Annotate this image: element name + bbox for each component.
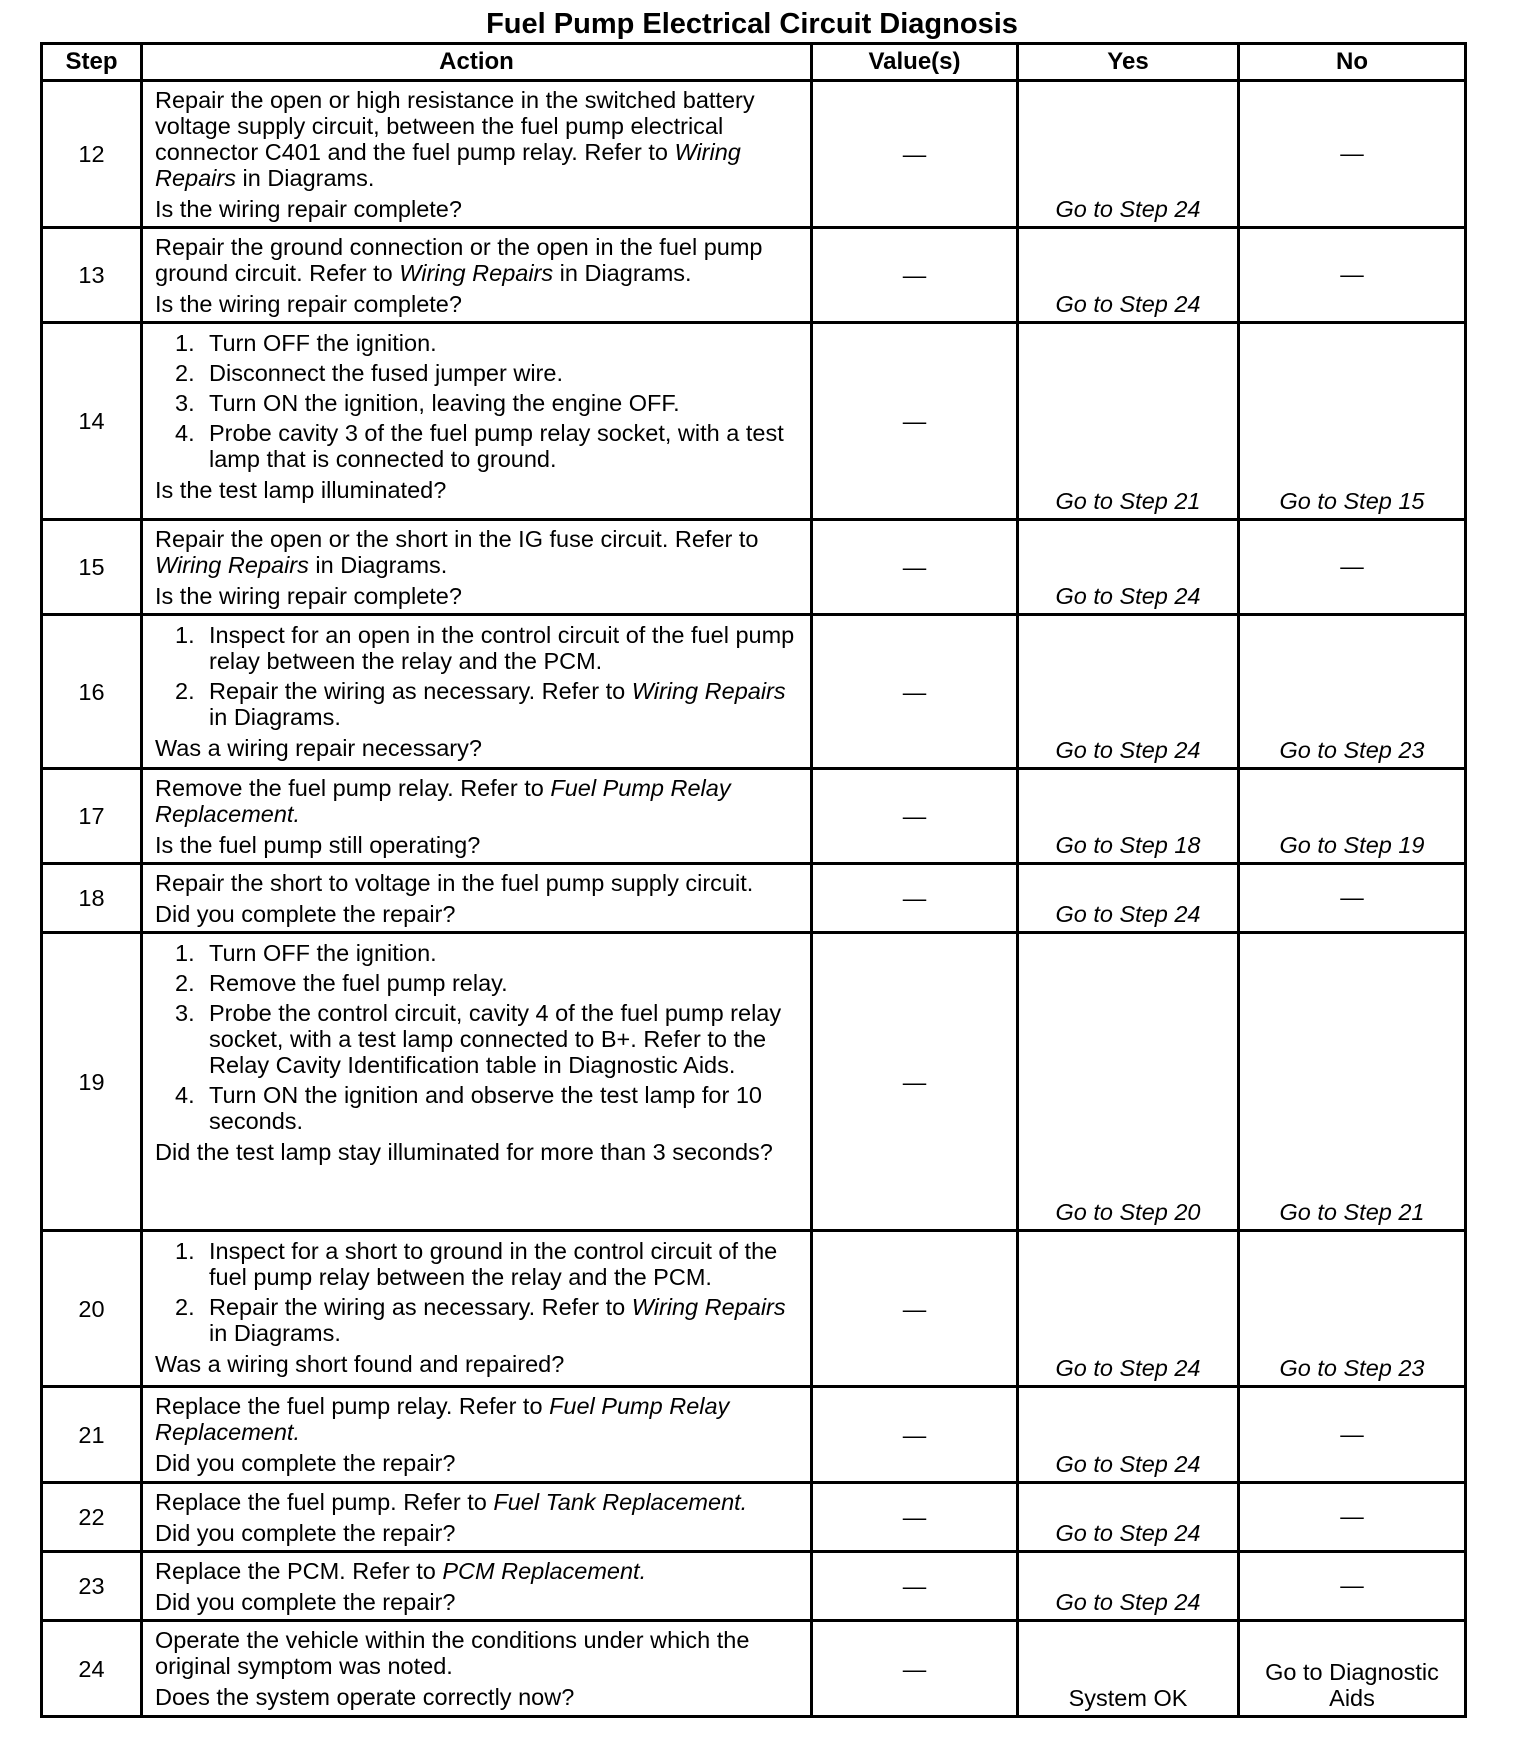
table-row xyxy=(42,615,1466,769)
action-question: Is the fuel pump still operating? xyxy=(155,832,481,858)
text-run: Replace the fuel pump. Refer to xyxy=(155,1489,494,1515)
item-number: 4. xyxy=(175,1082,195,1108)
action-text xyxy=(155,87,802,191)
action-text xyxy=(155,234,802,286)
yes-result: Go to Step 24 xyxy=(1018,1231,1239,1387)
item-text xyxy=(209,970,802,996)
action-text xyxy=(155,1489,802,1515)
yes-result: Go to Step 24 xyxy=(1018,1387,1239,1483)
text-run: in Diagrams. xyxy=(209,704,341,730)
text-run: in Diagrams. xyxy=(235,165,375,191)
item-text xyxy=(209,360,802,386)
step-number: 19 xyxy=(42,933,142,1231)
reference-link-text: Fuel Tank Replacement. xyxy=(493,1489,748,1515)
action-question: Does the system operate correctly now? xyxy=(155,1684,575,1710)
text-run: Repair the short to voltage in the fuel pump supply circuit. xyxy=(155,870,754,896)
item-number: 3. xyxy=(175,390,195,416)
action-cell xyxy=(142,769,812,864)
item-number: 4. xyxy=(175,420,195,446)
value-cell: — xyxy=(812,933,1018,1231)
action-cell xyxy=(142,520,812,615)
step-number: 21 xyxy=(42,1387,142,1483)
item-number: 2. xyxy=(175,1294,195,1320)
action-numbered-item xyxy=(175,390,802,416)
action-text xyxy=(155,1393,802,1445)
item-text xyxy=(209,1294,802,1346)
action-cell xyxy=(142,1552,812,1621)
text-run: Repair the open or high resistance in the switched battery voltage supply circuit, between the fuel pump electrical connector C401 and the fuel pump relay. Refer to xyxy=(155,87,755,165)
action-question: Did you complete the repair? xyxy=(155,1450,456,1476)
item-text xyxy=(209,330,802,356)
header-yes: Yes xyxy=(1018,44,1239,81)
table-row xyxy=(42,933,1466,1231)
value-cell: — xyxy=(812,323,1018,520)
action-cell xyxy=(142,615,812,769)
action-numbered-item xyxy=(175,940,802,966)
no-result: — xyxy=(1239,1387,1466,1483)
action-numbered-item xyxy=(175,1238,802,1290)
text-run: Remove the fuel pump relay. Refer to xyxy=(155,775,551,801)
action-question: Did you complete the repair? xyxy=(155,1520,456,1546)
text-run: in Diagrams. xyxy=(209,1320,341,1346)
table-row xyxy=(42,1231,1466,1387)
item-text xyxy=(209,1238,802,1290)
table-row xyxy=(42,81,1466,228)
value-cell: — xyxy=(812,81,1018,228)
action-question: Did you complete the repair? xyxy=(155,1589,456,1615)
action-question: Was a wiring short found and repaired? xyxy=(155,1351,565,1377)
text-run: Turn ON the ignition, leaving the engine OFF. xyxy=(209,390,680,416)
action-question: Is the wiring repair complete? xyxy=(155,196,462,222)
no-result: — xyxy=(1239,520,1466,615)
value-cell: — xyxy=(812,1231,1018,1387)
action-cell xyxy=(142,933,812,1231)
no-result: Go to Step 23 xyxy=(1239,615,1466,769)
no-result: Go to Step 19 xyxy=(1239,769,1466,864)
item-number: 2. xyxy=(175,970,195,996)
value-cell: — xyxy=(812,615,1018,769)
action-cell xyxy=(142,228,812,323)
text-run: Disconnect the fused jumper wire. xyxy=(209,360,563,386)
action-question: Did the test lamp stay illuminated for more than 3 seconds? xyxy=(155,1139,773,1165)
item-number: 2. xyxy=(175,360,195,386)
action-question: Is the test lamp illuminated? xyxy=(155,477,447,503)
header-no: No xyxy=(1239,44,1466,81)
yes-result: Go to Step 24 xyxy=(1018,228,1239,323)
item-number: 1. xyxy=(175,330,195,356)
text-run: Probe cavity 3 of the fuel pump relay socket, with a test lamp that is connected to ground. xyxy=(209,420,784,472)
item-text xyxy=(209,940,802,966)
item-number: 3. xyxy=(175,1000,195,1026)
text-run: Repair the ground connection or the open in the fuel pump ground circuit. Refer to xyxy=(155,234,763,286)
item-number: 1. xyxy=(175,622,195,648)
value-cell: — xyxy=(812,1483,1018,1552)
action-numbered-item xyxy=(175,360,802,386)
step-number: 15 xyxy=(42,520,142,615)
action-cell xyxy=(142,323,812,520)
text-run: Replace the PCM. Refer to xyxy=(155,1558,443,1584)
yes-result: Go to Step 24 xyxy=(1018,1483,1239,1552)
yes-result: Go to Step 24 xyxy=(1018,81,1239,228)
action-numbered-item xyxy=(175,1000,802,1078)
action-numbered-item xyxy=(175,970,802,996)
text-run: Repair the wiring as necessary. Refer to xyxy=(209,1294,632,1320)
table-row xyxy=(42,1621,1466,1717)
action-question: Is the wiring repair complete? xyxy=(155,291,462,317)
step-number: 20 xyxy=(42,1231,142,1387)
value-cell: — xyxy=(812,1621,1018,1717)
text-run: Inspect for an open in the control circuit of the fuel pump relay between the relay and the PCM. xyxy=(209,622,795,674)
no-result: — xyxy=(1239,1552,1466,1621)
action-numbered-item xyxy=(175,1294,802,1346)
action-question: Is the wiring repair complete? xyxy=(155,583,462,609)
action-numbered-item xyxy=(175,622,802,674)
step-number: 22 xyxy=(42,1483,142,1552)
step-number: 18 xyxy=(42,864,142,933)
yes-result: Go to Step 18 xyxy=(1018,769,1239,864)
no-result: Go to Step 23 xyxy=(1239,1231,1466,1387)
table-row xyxy=(42,323,1466,520)
text-run: Repair the open or the short in the IG fuse circuit. Refer to xyxy=(155,526,759,552)
table-row xyxy=(42,1387,1466,1483)
action-question: Was a wiring repair necessary? xyxy=(155,735,482,761)
value-cell: — xyxy=(812,520,1018,615)
table-row xyxy=(42,769,1466,864)
table-row xyxy=(42,1552,1466,1621)
action-numbered-item xyxy=(175,330,802,356)
reference-link-text: Wiring Repairs xyxy=(399,260,554,286)
action-cell xyxy=(142,1231,812,1387)
item-text xyxy=(209,390,802,416)
text-run: in Diagrams. xyxy=(308,552,448,578)
reference-link-text: Wiring Repairs xyxy=(631,1294,786,1320)
text-run: Inspect for a short to ground in the control circuit of the fuel pump relay between the relay and the PCM. xyxy=(209,1238,778,1290)
reference-link-text: Wiring Repairs xyxy=(631,678,786,704)
action-cell xyxy=(142,81,812,228)
text-run: in Diagrams. xyxy=(553,260,692,286)
item-number: 1. xyxy=(175,1238,195,1264)
item-text xyxy=(209,420,802,472)
value-cell: — xyxy=(812,769,1018,864)
header-step: Step xyxy=(42,44,142,81)
value-cell: — xyxy=(812,228,1018,323)
header-action: Action xyxy=(142,44,812,81)
action-cell xyxy=(142,864,812,933)
text-run: Turn ON the ignition and observe the test lamp for 10 seconds. xyxy=(209,1082,762,1134)
no-result: — xyxy=(1239,1483,1466,1552)
no-result: — xyxy=(1239,228,1466,323)
no-result: Go to Diagnostic Aids xyxy=(1239,1621,1466,1717)
action-text xyxy=(155,1558,802,1584)
action-cell xyxy=(142,1483,812,1552)
step-number: 16 xyxy=(42,615,142,769)
action-text xyxy=(155,1627,802,1679)
value-cell: — xyxy=(812,1552,1018,1621)
action-text xyxy=(155,775,802,827)
yes-result: Go to Step 24 xyxy=(1018,520,1239,615)
action-question: Did you complete the repair? xyxy=(155,901,456,927)
text-run: Turn OFF the ignition. xyxy=(209,940,437,966)
item-number: 1. xyxy=(175,940,195,966)
item-text xyxy=(209,1000,802,1078)
table-row xyxy=(42,520,1466,615)
value-cell: — xyxy=(812,1387,1018,1483)
action-cell xyxy=(142,1621,812,1717)
table-row xyxy=(42,1483,1466,1552)
action-numbered-item xyxy=(175,420,802,472)
yes-result: Go to Step 24 xyxy=(1018,864,1239,933)
value-cell: — xyxy=(812,864,1018,933)
table-body xyxy=(42,81,1466,1717)
table-row xyxy=(42,228,1466,323)
reference-link-text: Wiring Repairs xyxy=(155,139,741,191)
step-number: 14 xyxy=(42,323,142,520)
no-result: Go to Step 21 xyxy=(1239,933,1466,1231)
reference-link-text: Fuel Pump Relay Replacement. xyxy=(155,1393,730,1445)
table-header-row xyxy=(42,44,1466,81)
table-row xyxy=(42,864,1466,933)
text-run: Turn OFF the ignition. xyxy=(209,330,437,356)
action-cell xyxy=(142,1387,812,1483)
item-text xyxy=(209,678,802,730)
diagnosis-table xyxy=(40,42,1467,1718)
step-number: 17 xyxy=(42,769,142,864)
no-result: — xyxy=(1239,864,1466,933)
yes-result: Go to Step 20 xyxy=(1018,933,1239,1231)
text-run: Repair the wiring as necessary. Refer to xyxy=(209,678,632,704)
reference-link-text: PCM Replacement. xyxy=(442,1558,647,1584)
action-text xyxy=(155,870,802,896)
action-numbered-item xyxy=(175,678,802,730)
text-run: Replace the fuel pump relay. Refer to xyxy=(155,1393,550,1419)
item-text xyxy=(209,1082,802,1134)
step-number: 24 xyxy=(42,1621,142,1717)
document-title: Fuel Pump Electrical Circuit Diagnosis xyxy=(486,8,1018,40)
yes-result: Go to Step 21 xyxy=(1018,323,1239,520)
step-number: 13 xyxy=(42,228,142,323)
step-number: 23 xyxy=(42,1552,142,1621)
no-result: Go to Step 15 xyxy=(1239,323,1466,520)
item-text xyxy=(209,622,802,674)
reference-link-text: Wiring Repairs xyxy=(155,552,309,578)
header-values: Value(s) xyxy=(812,44,1018,81)
text-run: Remove the fuel pump relay. xyxy=(209,970,508,996)
yes-result: System OK xyxy=(1018,1621,1239,1717)
text-run: Operate the vehicle within the conditions under which the original symptom was noted. xyxy=(155,1627,750,1679)
step-number: 12 xyxy=(42,81,142,228)
text-run: Probe the control circuit, cavity 4 of the fuel pump relay socket, with a test lamp connected to B+. Refer to the Relay Cavity Identification table in Diagnostic Aids. xyxy=(209,1000,782,1078)
action-numbered-item xyxy=(175,1082,802,1134)
item-number: 2. xyxy=(175,678,195,704)
action-text xyxy=(155,526,802,578)
yes-result: Go to Step 24 xyxy=(1018,615,1239,769)
no-result: — xyxy=(1239,81,1466,228)
yes-result: Go to Step 24 xyxy=(1018,1552,1239,1621)
reference-link-text: Fuel Pump Relay Replacement. xyxy=(155,775,731,827)
